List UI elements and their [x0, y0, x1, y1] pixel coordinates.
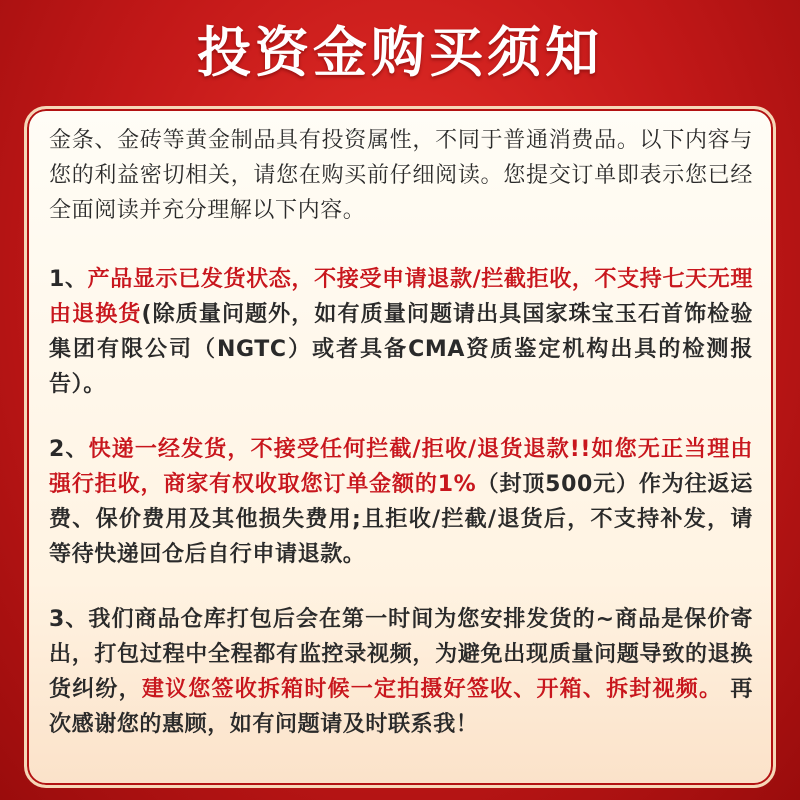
item-emphasis: 建议您签收拆箱时候一定拍摄好签收、开箱、拆封视频。 [141, 677, 723, 702]
item-closing-text: 再次感谢您的惠顾，如有问题请及时联系我！ [49, 677, 754, 737]
item-number: 2、 [49, 437, 89, 462]
notice-item-2 [49, 432, 753, 572]
page-title: 投资金购买须知 [197, 21, 603, 84]
intro-paragraph: 金条、金砖等黄金制品具有投资属性，不同于普通消费品。以下内容与您的利益密切相关，请您在购买前仔细阅读。您提交订单即表示您已经全面阅读并充分理解以下内容。 [49, 128, 753, 223]
item-emphasis: 产品显示已发货状态，不接受申请退款/拦截拒收，不支持七天无理由退换货 [49, 267, 753, 327]
item-text: （封顶500元）作为往返运费、保价费用及其他损失费用;且拒收/拦截/退货后，不支持补发，请等待快递回仓后自行申请退款。 [49, 472, 753, 567]
notice-card [24, 106, 776, 788]
item-number: 1、 [49, 267, 88, 292]
item-text: (除质量问题外，如有质量问题请出具国家珠宝玉石首饰检验集团有限公司（NGTC）或者具备CMA资质鉴定机构出具的检测报告）。 [49, 302, 753, 397]
item-text: 我们商品仓库打包后会在第一时间为您安排发货的~商品是保价寄出，打包过程中全程都有监控录视频，为避免出现质量问题导致的退换货纠纷， [49, 607, 753, 702]
notice-item-3 [49, 602, 753, 742]
item-emphasis: 快递一经发货，不接受任何拦截/拒收/退货退款!!如您无正当理由强行拒收，商家有权收取您订单金额的1% [49, 437, 753, 497]
notice-item-1 [49, 262, 753, 402]
item-number: 3、 [49, 607, 89, 632]
